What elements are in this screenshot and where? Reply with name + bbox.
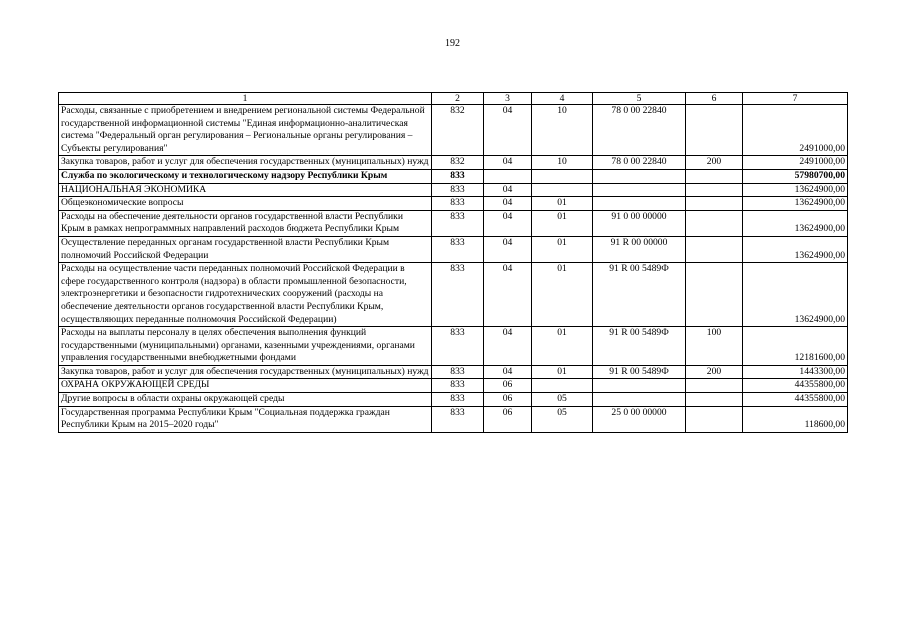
- ministry-code-cell: 833: [432, 327, 484, 366]
- expense-type-cell: [686, 393, 743, 407]
- amount-cell: 13624900,00: [743, 263, 848, 327]
- subsection-code-cell: 01: [532, 236, 593, 262]
- subsection-code-cell: 01: [532, 327, 593, 366]
- expense-name-cell: НАЦИОНАЛЬНАЯ ЭКОНОМИКА: [59, 183, 432, 197]
- ministry-code-cell: 833: [432, 263, 484, 327]
- ministry-code-cell: 832: [432, 156, 484, 170]
- section-code-cell: 04: [484, 105, 532, 156]
- table-row: [59, 236, 848, 262]
- amount-cell: 2491000,00: [743, 105, 848, 156]
- expense-type-cell: [686, 197, 743, 211]
- target-article-cell: [593, 169, 686, 183]
- column-header: 3: [484, 93, 532, 105]
- section-code-cell: 04: [484, 365, 532, 379]
- section-code-cell: 04: [484, 327, 532, 366]
- subsection-code-cell: [532, 183, 593, 197]
- table-body: [59, 93, 848, 433]
- expense-type-cell: 200: [686, 156, 743, 170]
- expense-name-cell: Другие вопросы в области охраны окружающей среды: [59, 393, 432, 407]
- target-article-cell: 91 R 00 5489Ф: [593, 263, 686, 327]
- target-article-cell: [593, 197, 686, 211]
- subsection-code-cell: [532, 379, 593, 393]
- section-code-cell: 06: [484, 379, 532, 393]
- budget-table: [58, 92, 848, 433]
- section-code-cell: 04: [484, 197, 532, 211]
- expense-type-cell: [686, 379, 743, 393]
- amount-cell: 13624900,00: [743, 236, 848, 262]
- ministry-code-cell: 833: [432, 406, 484, 432]
- target-article-cell: 25 0 00 00000: [593, 406, 686, 432]
- ministry-code-cell: 833: [432, 379, 484, 393]
- target-article-cell: [593, 379, 686, 393]
- column-header: 4: [532, 93, 593, 105]
- column-header: 5: [593, 93, 686, 105]
- section-code-cell: 06: [484, 393, 532, 407]
- target-article-cell: [593, 183, 686, 197]
- amount-cell: 13624900,00: [743, 183, 848, 197]
- column-header: 7: [743, 93, 848, 105]
- column-header: 1: [59, 93, 432, 105]
- subsection-code-cell: 05: [532, 406, 593, 432]
- subsection-code-cell: 01: [532, 263, 593, 327]
- expense-name-cell: Государственная программа Республики Крым "Социальная поддержка граждан Республики Крым на 2015–2020 годы": [59, 406, 432, 432]
- amount-cell: 44355800,00: [743, 379, 848, 393]
- expense-name-cell: ОХРАНА ОКРУЖАЮЩЕЙ СРЕДЫ: [59, 379, 432, 393]
- table-row: [59, 210, 848, 236]
- ministry-code-cell: 833: [432, 169, 484, 183]
- target-article-cell: 91 R 00 5489Ф: [593, 327, 686, 366]
- subsection-code-cell: 01: [532, 365, 593, 379]
- expense-name-cell: Расходы на осуществление части переданных полномочий Российской Федерации в сфере государственного контроля (надзора) в области промышленной безопасности, электроэнергетики и безопасности гидротехнических сооружений (расходы на обеспечение деятельности органов государственной власти Республики Крым, осуществляющих переданные полномочия Российской Федерации): [59, 263, 432, 327]
- section-code-cell: 04: [484, 183, 532, 197]
- expense-name-cell: Служба по экологическому и технологическому надзору Республики Крым: [59, 169, 432, 183]
- expense-name-cell: Расходы на выплаты персоналу в целях обеспечения выполнения функций государственными (муниципальными) органами, казенными учреждениями, органами управления государственными внебюджетными фондами: [59, 327, 432, 366]
- target-article-cell: 78 0 00 22840: [593, 105, 686, 156]
- amount-cell: 1443300,00: [743, 365, 848, 379]
- section-code-cell: 06: [484, 406, 532, 432]
- amount-cell: 44355800,00: [743, 393, 848, 407]
- expense-name-cell: Расходы, связанные с приобретением и внедрением региональной системы Федеральной государственной информационной системы "Единая информационно-аналитическая система "Федеральный орган регулирования – Региональные органы регулирования – Субъекты регулирования": [59, 105, 432, 156]
- ministry-code-cell: 832: [432, 105, 484, 156]
- amount-cell: 118600,00: [743, 406, 848, 432]
- target-article-cell: 91 R 00 5489Ф: [593, 365, 686, 379]
- table-row: [59, 327, 848, 366]
- column-header: 2: [432, 93, 484, 105]
- amount-cell: 12181600,00: [743, 327, 848, 366]
- amount-cell: 2491000,00: [743, 156, 848, 170]
- expense-name-cell: Расходы на обеспечение деятельности органов государственной власти Республики Крым в рамках непрограммных направлений расходов бюджета Республики Крым: [59, 210, 432, 236]
- ministry-code-cell: 833: [432, 365, 484, 379]
- expense-type-cell: [686, 236, 743, 262]
- table-row: [59, 169, 848, 183]
- page-number: 192: [445, 38, 460, 49]
- section-code-cell: 04: [484, 156, 532, 170]
- subsection-code-cell: 01: [532, 197, 593, 211]
- target-article-cell: 91 0 00 00000: [593, 210, 686, 236]
- subsection-code-cell: 01: [532, 210, 593, 236]
- table-row: [59, 156, 848, 170]
- expense-type-cell: 100: [686, 327, 743, 366]
- table-row: [59, 406, 848, 432]
- section-code-cell: 04: [484, 210, 532, 236]
- expense-name-cell: Закупка товаров, работ и услуг для обеспечения государственных (муниципальных) нужд: [59, 156, 432, 170]
- expense-type-cell: [686, 406, 743, 432]
- section-code-cell: 04: [484, 236, 532, 262]
- table-row: [59, 263, 848, 327]
- expense-name-cell: Общеэкономические вопросы: [59, 197, 432, 211]
- expense-type-cell: [686, 169, 743, 183]
- table-row: [59, 393, 848, 407]
- section-code-cell: 04: [484, 263, 532, 327]
- amount-cell: 13624900,00: [743, 210, 848, 236]
- expense-type-cell: [686, 210, 743, 236]
- subsection-code-cell: [532, 169, 593, 183]
- section-code-cell: [484, 169, 532, 183]
- expense-type-cell: 200: [686, 365, 743, 379]
- subsection-code-cell: 10: [532, 105, 593, 156]
- table-header-row: [59, 93, 848, 105]
- ministry-code-cell: 833: [432, 197, 484, 211]
- subsection-code-cell: 05: [532, 393, 593, 407]
- expense-name-cell: Осуществление переданных органам государственной власти Республики Крым полномочий Российской Федерации: [59, 236, 432, 262]
- table-row: [59, 379, 848, 393]
- table-row: [59, 197, 848, 211]
- target-article-cell: [593, 393, 686, 407]
- column-header: 6: [686, 93, 743, 105]
- expense-name-cell: Закупка товаров, работ и услуг для обеспечения государственных (муниципальных) нужд: [59, 365, 432, 379]
- amount-cell: 13624900,00: [743, 197, 848, 211]
- table-row: [59, 105, 848, 156]
- expense-type-cell: [686, 105, 743, 156]
- target-article-cell: 78 0 00 22840: [593, 156, 686, 170]
- ministry-code-cell: 833: [432, 393, 484, 407]
- ministry-code-cell: 833: [432, 236, 484, 262]
- table-row: [59, 365, 848, 379]
- subsection-code-cell: 10: [532, 156, 593, 170]
- amount-cell: 57980700,00: [743, 169, 848, 183]
- expense-type-cell: [686, 183, 743, 197]
- table-row: [59, 183, 848, 197]
- expense-type-cell: [686, 263, 743, 327]
- ministry-code-cell: 833: [432, 210, 484, 236]
- ministry-code-cell: 833: [432, 183, 484, 197]
- target-article-cell: 91 R 00 00000: [593, 236, 686, 262]
